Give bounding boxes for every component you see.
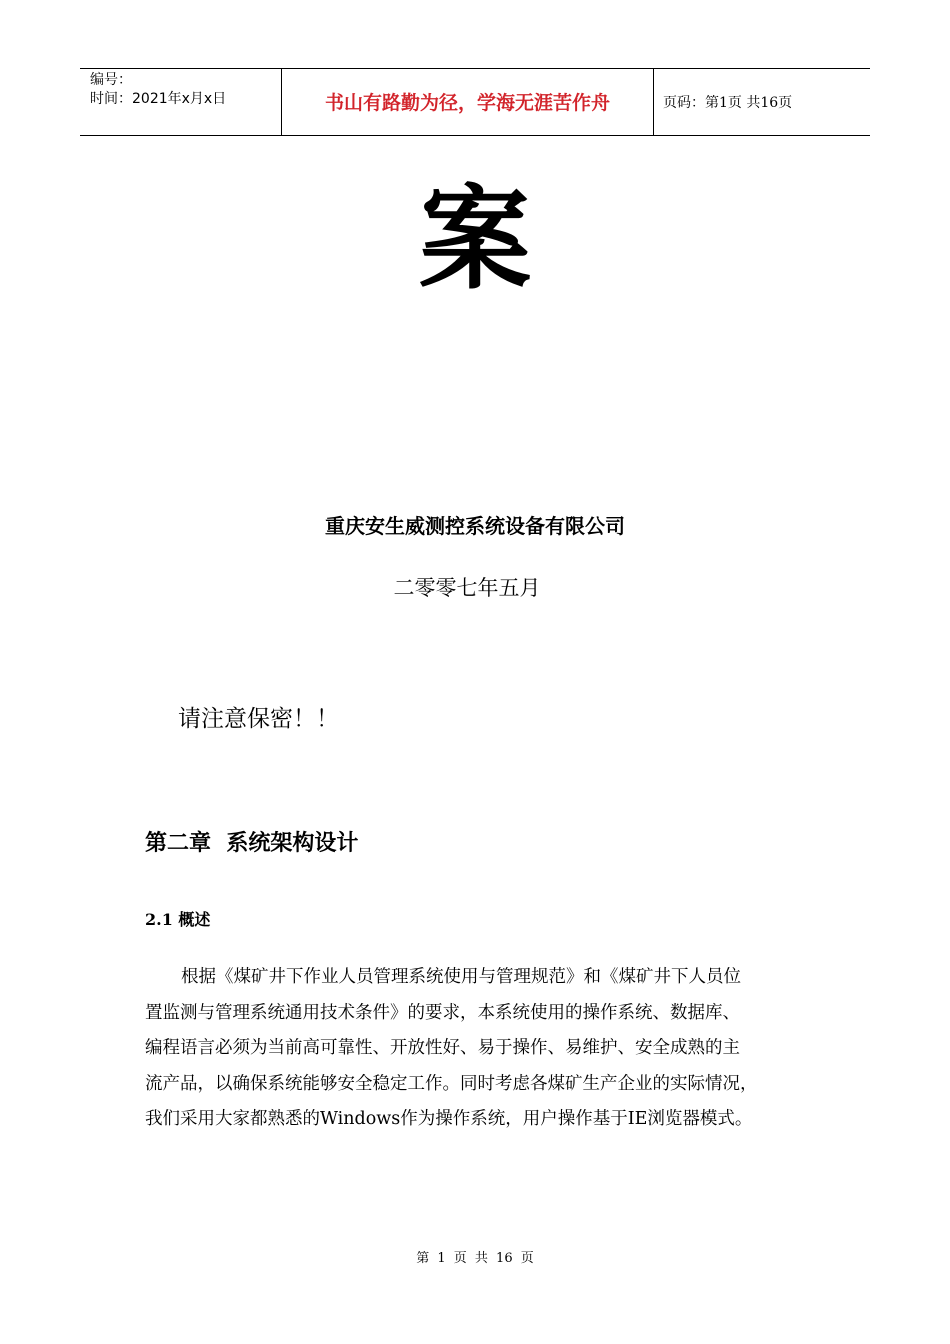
header-meta-cell [80, 69, 282, 135]
time-label: 时间：2021年x月x日 [90, 91, 227, 107]
body-line: 编程语言必须为当前高可靠性、开放性好、易于操作、易维护、安全成熟的主 [145, 1038, 740, 1058]
page-footer: 第 1 页 共 16 页 [416, 1251, 534, 1266]
document-date: 二零零七年五月 [393, 576, 541, 600]
company-name: 重庆安生威测控系统设备有限公司 [325, 514, 625, 538]
body-paragraph [145, 960, 835, 1138]
section-number: 2.1 [145, 910, 173, 929]
header-page-cell [654, 69, 870, 135]
body-line: 根据《煤矿井下作业人员管理系统使用与管理规范》和《煤矿井下人员位 [181, 967, 741, 987]
body-line: 置监测与管理系统通用技术条件》的要求，本系统使用的操作系统、数据库、 [145, 1002, 740, 1023]
body-line: 流产品，以确保系统能够安全稳定工作。同时考虑各煤矿生产企业的实际情况， [145, 1073, 758, 1094]
confidential-notice: 请注意保密！！ [178, 706, 339, 732]
page-info: 页码：第1页 共16页 [663, 95, 793, 111]
section-title: 概述 [178, 910, 211, 929]
chapter-heading: 第二章 系统架构设计 [145, 831, 359, 856]
header-motto-cell [282, 69, 654, 135]
body-line: 我们采用大家都熟悉的Windows作为操作系统，用户操作基于IE浏览器模式。 [145, 1109, 753, 1129]
section-heading [145, 907, 210, 930]
cover-title-char: 案 [419, 175, 531, 305]
number-label: 编号： [90, 72, 132, 88]
motto-text: 书山有路勤为径，学海无涯苦作舟 [324, 91, 610, 114]
document-header [80, 68, 870, 136]
